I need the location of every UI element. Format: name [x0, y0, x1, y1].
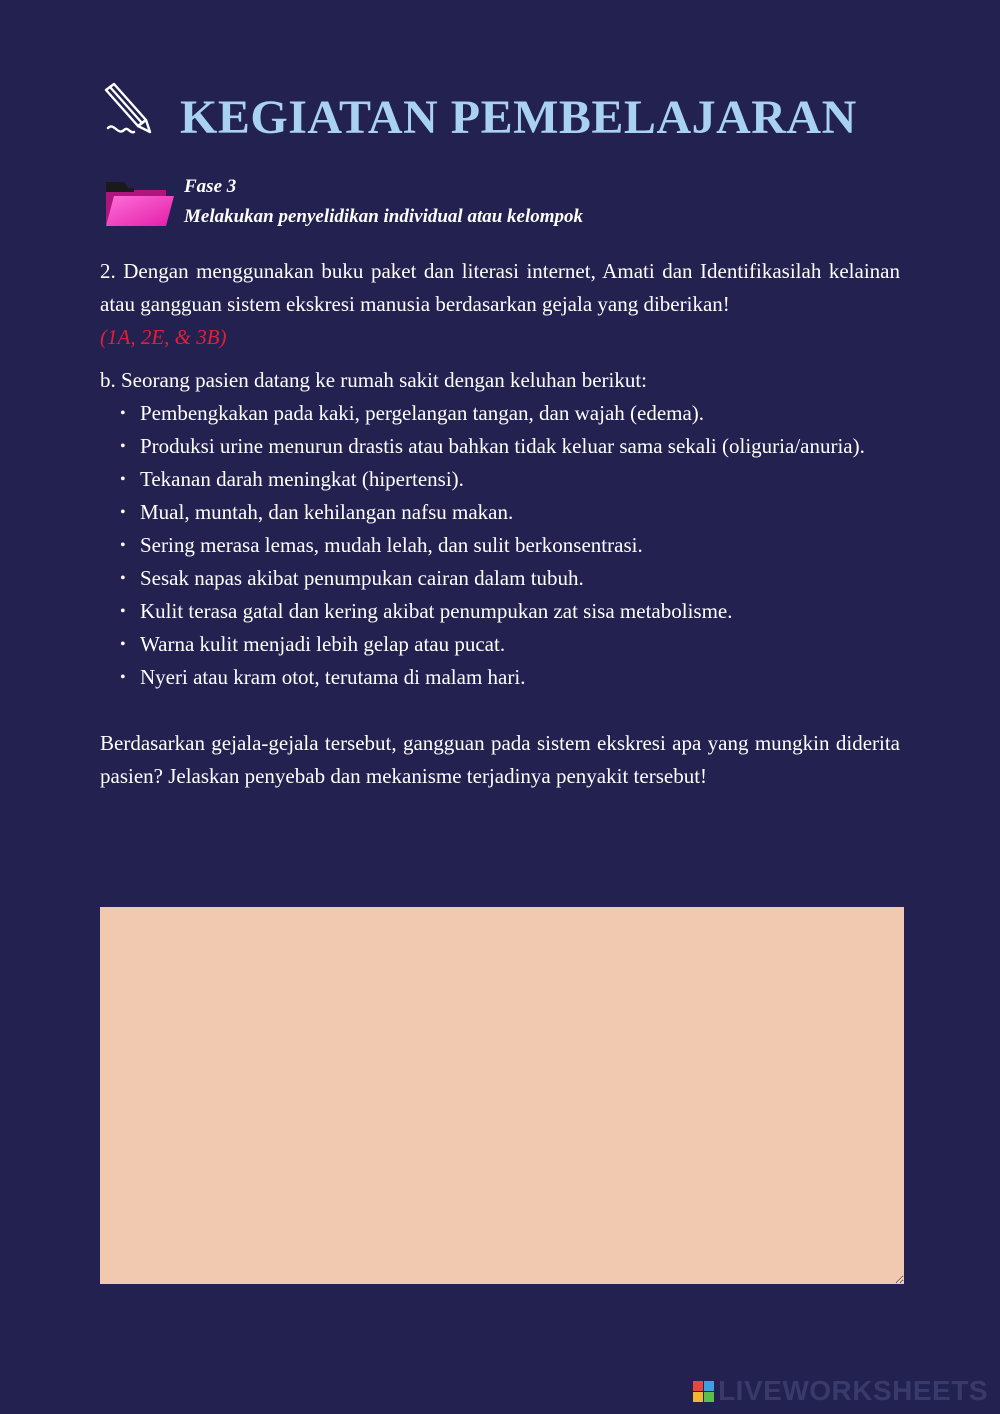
answer-input[interactable] [100, 907, 904, 1284]
pencil-icon [100, 82, 156, 140]
list-item: • Sesak napas akibat penumpukan cairan dalam tubuh. [140, 562, 900, 595]
liveworksheets-logo-icon [693, 1381, 714, 1402]
phase-section [104, 172, 804, 232]
list-item: • Mual, muntah, dan kehilangan nafsu makan. [140, 496, 900, 529]
instruction-text: 2. Dengan menggunakan buku paket dan literasi internet, Amati dan Identifikasilah kelainan atau gangguan sistem ekskresi manusia berdasarkan gejala yang diberikan! [100, 259, 900, 316]
page-title: KEGIATAN PEMBELAJARAN [180, 91, 857, 144]
case-intro: b. Seorang pasien datang ke rumah sakit dengan keluhan berikut: [100, 368, 648, 392]
reference-codes: (1A, 2E, & 3B) [100, 325, 227, 349]
header [100, 82, 900, 146]
list-item: • Warna kulit menjadi lebih gelap atau pucat. [140, 628, 900, 661]
worksheet-content [100, 255, 900, 793]
watermark [693, 1376, 988, 1406]
phase-description: Melakukan penyelidikan individual atau kelompok [184, 206, 584, 227]
symptom-list [100, 397, 900, 694]
list-item: • Sering merasa lemas, mudah lelah, dan sulit berkonsentrasi. [140, 529, 900, 562]
list-item: • Tekanan darah meningkat (hipertensi). [140, 463, 900, 496]
list-item: • Kulit terasa gatal dan kering akibat penumpukan zat sisa metabolisme. [140, 595, 900, 628]
list-item: • Nyeri atau kram otot, terutama di malam hari. [140, 661, 900, 694]
watermark-text: LIVEWORKSHEETS [718, 1375, 988, 1406]
list-item: • Pembengkakan pada kaki, pergelangan tangan, dan wajah (edema). [140, 397, 900, 430]
question-text: Berdasarkan gejala-gejala tersebut, gangguan pada sistem ekskresi apa yang mungkin diderita pasien? Jelaskan penyebab dan mekanisme terjadinya penyakit tersebut! [100, 731, 900, 788]
list-item: • Produksi urine menurun drastis atau bahkan tidak keluar sama sekali (oliguria/anuria). [140, 430, 900, 463]
folder-icon [104, 178, 176, 228]
phase-label: Fase 3 [184, 176, 237, 197]
